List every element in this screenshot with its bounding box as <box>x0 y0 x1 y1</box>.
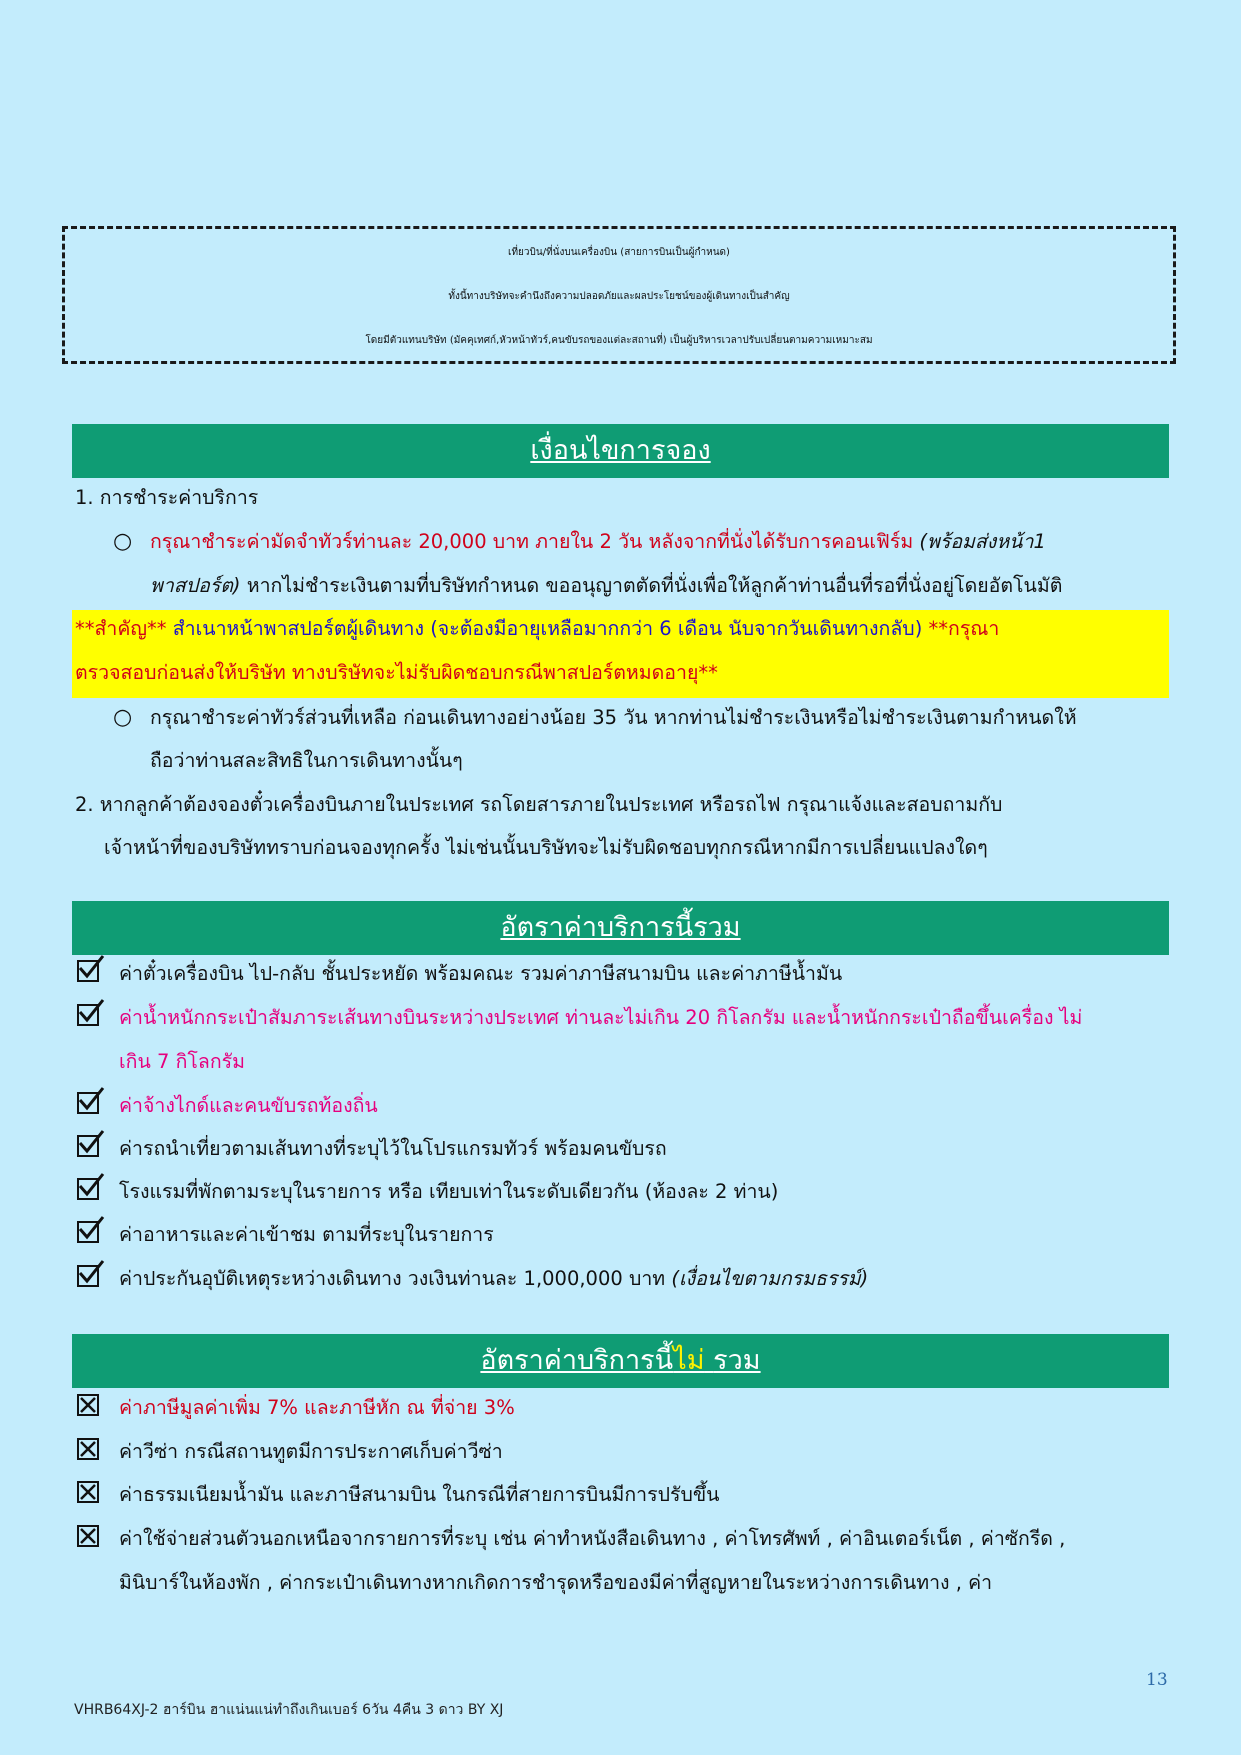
excluded-item: ค่าภาษีมูลค่าเพิ่ม 7% และภาษีหัก ณ ที่จ่าย 3% <box>119 1396 515 1419</box>
included-item: ค่าน้ำหนักกระเป๋าสัมภาระเส้นทางบินระหว่างประเทศ ท่านละไม่เกิน 20 กิโลกรัม และน้ำหนักกระเป๋าถือขึ้นเครื่อง ไม่ <box>119 1006 1083 1029</box>
included-item: โรงแรมที่พักตามระบุในรายการ หรือ เทียบเท่าในระดับเดียวกัน (ห้องละ 2 ท่าน) <box>119 1180 779 1203</box>
deposit-line-1 <box>150 527 1046 557</box>
important-line-1 <box>75 614 999 644</box>
deposit-note: (พร้อมส่งหน้า1 <box>919 530 1046 553</box>
insurance-text: ค่าประกันอุบัติเหตุระหว่างเดินทาง วงเงินท่านละ 1,000,000 บาท <box>119 1267 666 1290</box>
checkbox-checked-icon <box>77 1135 99 1157</box>
excluded-title-c: รวม <box>713 1345 761 1376</box>
included-item: ค่าจ้างไกด์และคนขับรถท้องถิ่น <box>119 1094 378 1117</box>
included-item <box>119 1264 868 1294</box>
excluded-item-cont: มินิบาร์ในห้องพัก , ค่ากระเป๋าเดินทางหากเกิดการชำรุดหรือของมีค่าที่สูญหายในระหว่างการเดินทาง , ค่า <box>119 1571 993 1594</box>
checkbox-crossed-icon <box>77 1394 99 1416</box>
booking-item-2-line-2: เจ้าหน้าที่ของบริษัททราบก่อนจองทุกครั้ง ไม่เช่นนั้นบริษัทจะไม่รับผิดชอบทุกกรณีหากมีการเปลี่ยนแปลงใดๆ <box>104 836 988 859</box>
notice-line: ทั้งนี้ทางบริษัทจะคำนึงถึงความปลอดภัยและผลประโยชน์ของผู้เดินทางเป็นสำคัญ <box>448 291 790 302</box>
important-text: สำเนาหน้าพาสปอร์ตผู้เดินทาง (จะต้องมีอายุเหลือมากกว่า 6 เดือน นับจากวันเดินทางกลับ) <box>172 617 923 640</box>
excluded-item: ค่าใช้จ่ายส่วนตัวนอกเหนือจากรายการที่ระบุ เช่น ค่าทำหนังสือเดินทาง , ค่าโทรศัพท์ , ค่าอินเตอร์เน็ต , ค่าซักรีด , <box>119 1527 1066 1550</box>
excluded-title-not: ไม่ <box>673 1345 705 1376</box>
included-item: ค่าอาหารและค่าเข้าชม ตามที่ระบุในรายการ <box>119 1223 494 1246</box>
insurance-note: (เงื่อนไขตามกรมธรรม์) <box>671 1267 869 1290</box>
checkbox-crossed-icon <box>77 1438 99 1460</box>
balance-line-1: กรุณาชำระค่าทัวร์ส่วนที่เหลือ ก่อนเดินทางอย่างน้อย 35 วัน หากท่านไม่ชำระเงินหรือไม่ชำระเงินตามกำหนดให้ <box>150 706 1077 729</box>
included-item: ค่าตั๋วเครื่องบิน ไป-กลับ ชั้นประหยัด พร้อมคณะ รวมค่าภาษีสนามบิน และค่าภาษีน้ำมัน <box>119 962 843 985</box>
notice-line: เที่ยวบิน/ที่นั่งบนเครื่องบิน (สายการบินเป็นผู้กำหนด) <box>508 247 730 258</box>
booking-item-1-title: 1. การชำระค่าบริการ <box>75 486 259 509</box>
excluded-item: ค่าธรรมเนียมน้ำมัน และภาษีสนามบิน ในกรณีที่สายการบินมีการปรับขึ้น <box>119 1483 720 1506</box>
page-number: 13 <box>1146 1670 1168 1690</box>
deposit-note-cont: พาสปอร์ต) <box>150 574 241 597</box>
checkbox-crossed-icon <box>77 1525 99 1547</box>
balance-line-2: ถือว่าท่านสละสิทธิในการเดินทางนั้นๆ <box>150 749 463 772</box>
deposit-text: กรุณาชำระค่ามัดจำทัวร์ท่านละ 20,000 บาท ภายใน 2 วัน หลังจากที่นั่งได้รับการคอนเฟิร์ม <box>150 530 914 553</box>
checkbox-crossed-icon <box>77 1481 99 1503</box>
checkbox-checked-icon <box>77 1178 99 1200</box>
checkbox-checked-icon <box>77 1092 99 1114</box>
important-line-2: ตรวจสอบก่อนส่งให้บริษัท ทางบริษัทจะไม่รับผิดชอบกรณีพาสปอร์ตหมดอายุ** <box>75 661 718 684</box>
checkbox-checked-icon <box>77 960 99 982</box>
deposit-line-2 <box>150 571 1062 601</box>
circle-bullet-icon: ○ <box>113 705 133 730</box>
section-header-included: อัตราค่าบริการนี้รวม <box>72 901 1169 955</box>
booking-item-2-line-1: 2. หากลูกค้าต้องจองตั๋วเครื่องบินภายในประเทศ รถโดยสารภายในประเทศ หรือรถไฟ กรุณาแจ้งและสอบถามกับ <box>75 793 1003 816</box>
checkbox-checked-icon <box>77 1265 99 1287</box>
checkbox-checked-icon <box>77 1004 99 1026</box>
important-label: **สำคัญ** <box>75 617 167 640</box>
included-item-cont: เกิน 7 กิโลกรัม <box>119 1050 245 1073</box>
section-header-booking: เงื่อนไขการจอง <box>72 424 1169 478</box>
footer-text: VHRB64XJ-2 ฮาร์บิน ฮาแน่นแน่ทำถึงเกินเบอร์ 6วัน 4คืน 3 ดาว BY XJ <box>74 1702 504 1718</box>
important-warning: **กรุณา <box>928 617 1000 640</box>
notice-line: โดยมีตัวแทนบริษัท (มัคคุเทศก์,หัวหน้าทัวร์,คนขับรถของแต่ละสถานที่) เป็นผู้บริหารเวลาปรับเปลี่ยนตามความเหมาะสม <box>365 335 873 346</box>
deposit-rest: หากไม่ชำระเงินตามที่บริษัทกำหนด ขออนุญาตตัดที่นั่งเพื่อให้ลูกค้าท่านอื่นที่รอที่นั่งอยู่โดยอัตโนมัติ <box>246 574 1063 597</box>
included-item: ค่ารถนำเที่ยวตามเส้นทางที่ระบุไว้ในโปรแกรมทัวร์ พร้อมคนขับรถ <box>119 1137 667 1160</box>
section-header-excluded <box>72 1334 1169 1388</box>
notice-box <box>62 226 1176 364</box>
checkbox-checked-icon <box>77 1221 99 1243</box>
circle-bullet-icon: ○ <box>113 529 133 554</box>
excluded-title-a: อัตราค่าบริการนี้ <box>480 1345 674 1376</box>
excluded-item: ค่าวีซ่า กรณีสถานทูตมีการประกาศเก็บค่าวีซ่า <box>119 1440 503 1463</box>
